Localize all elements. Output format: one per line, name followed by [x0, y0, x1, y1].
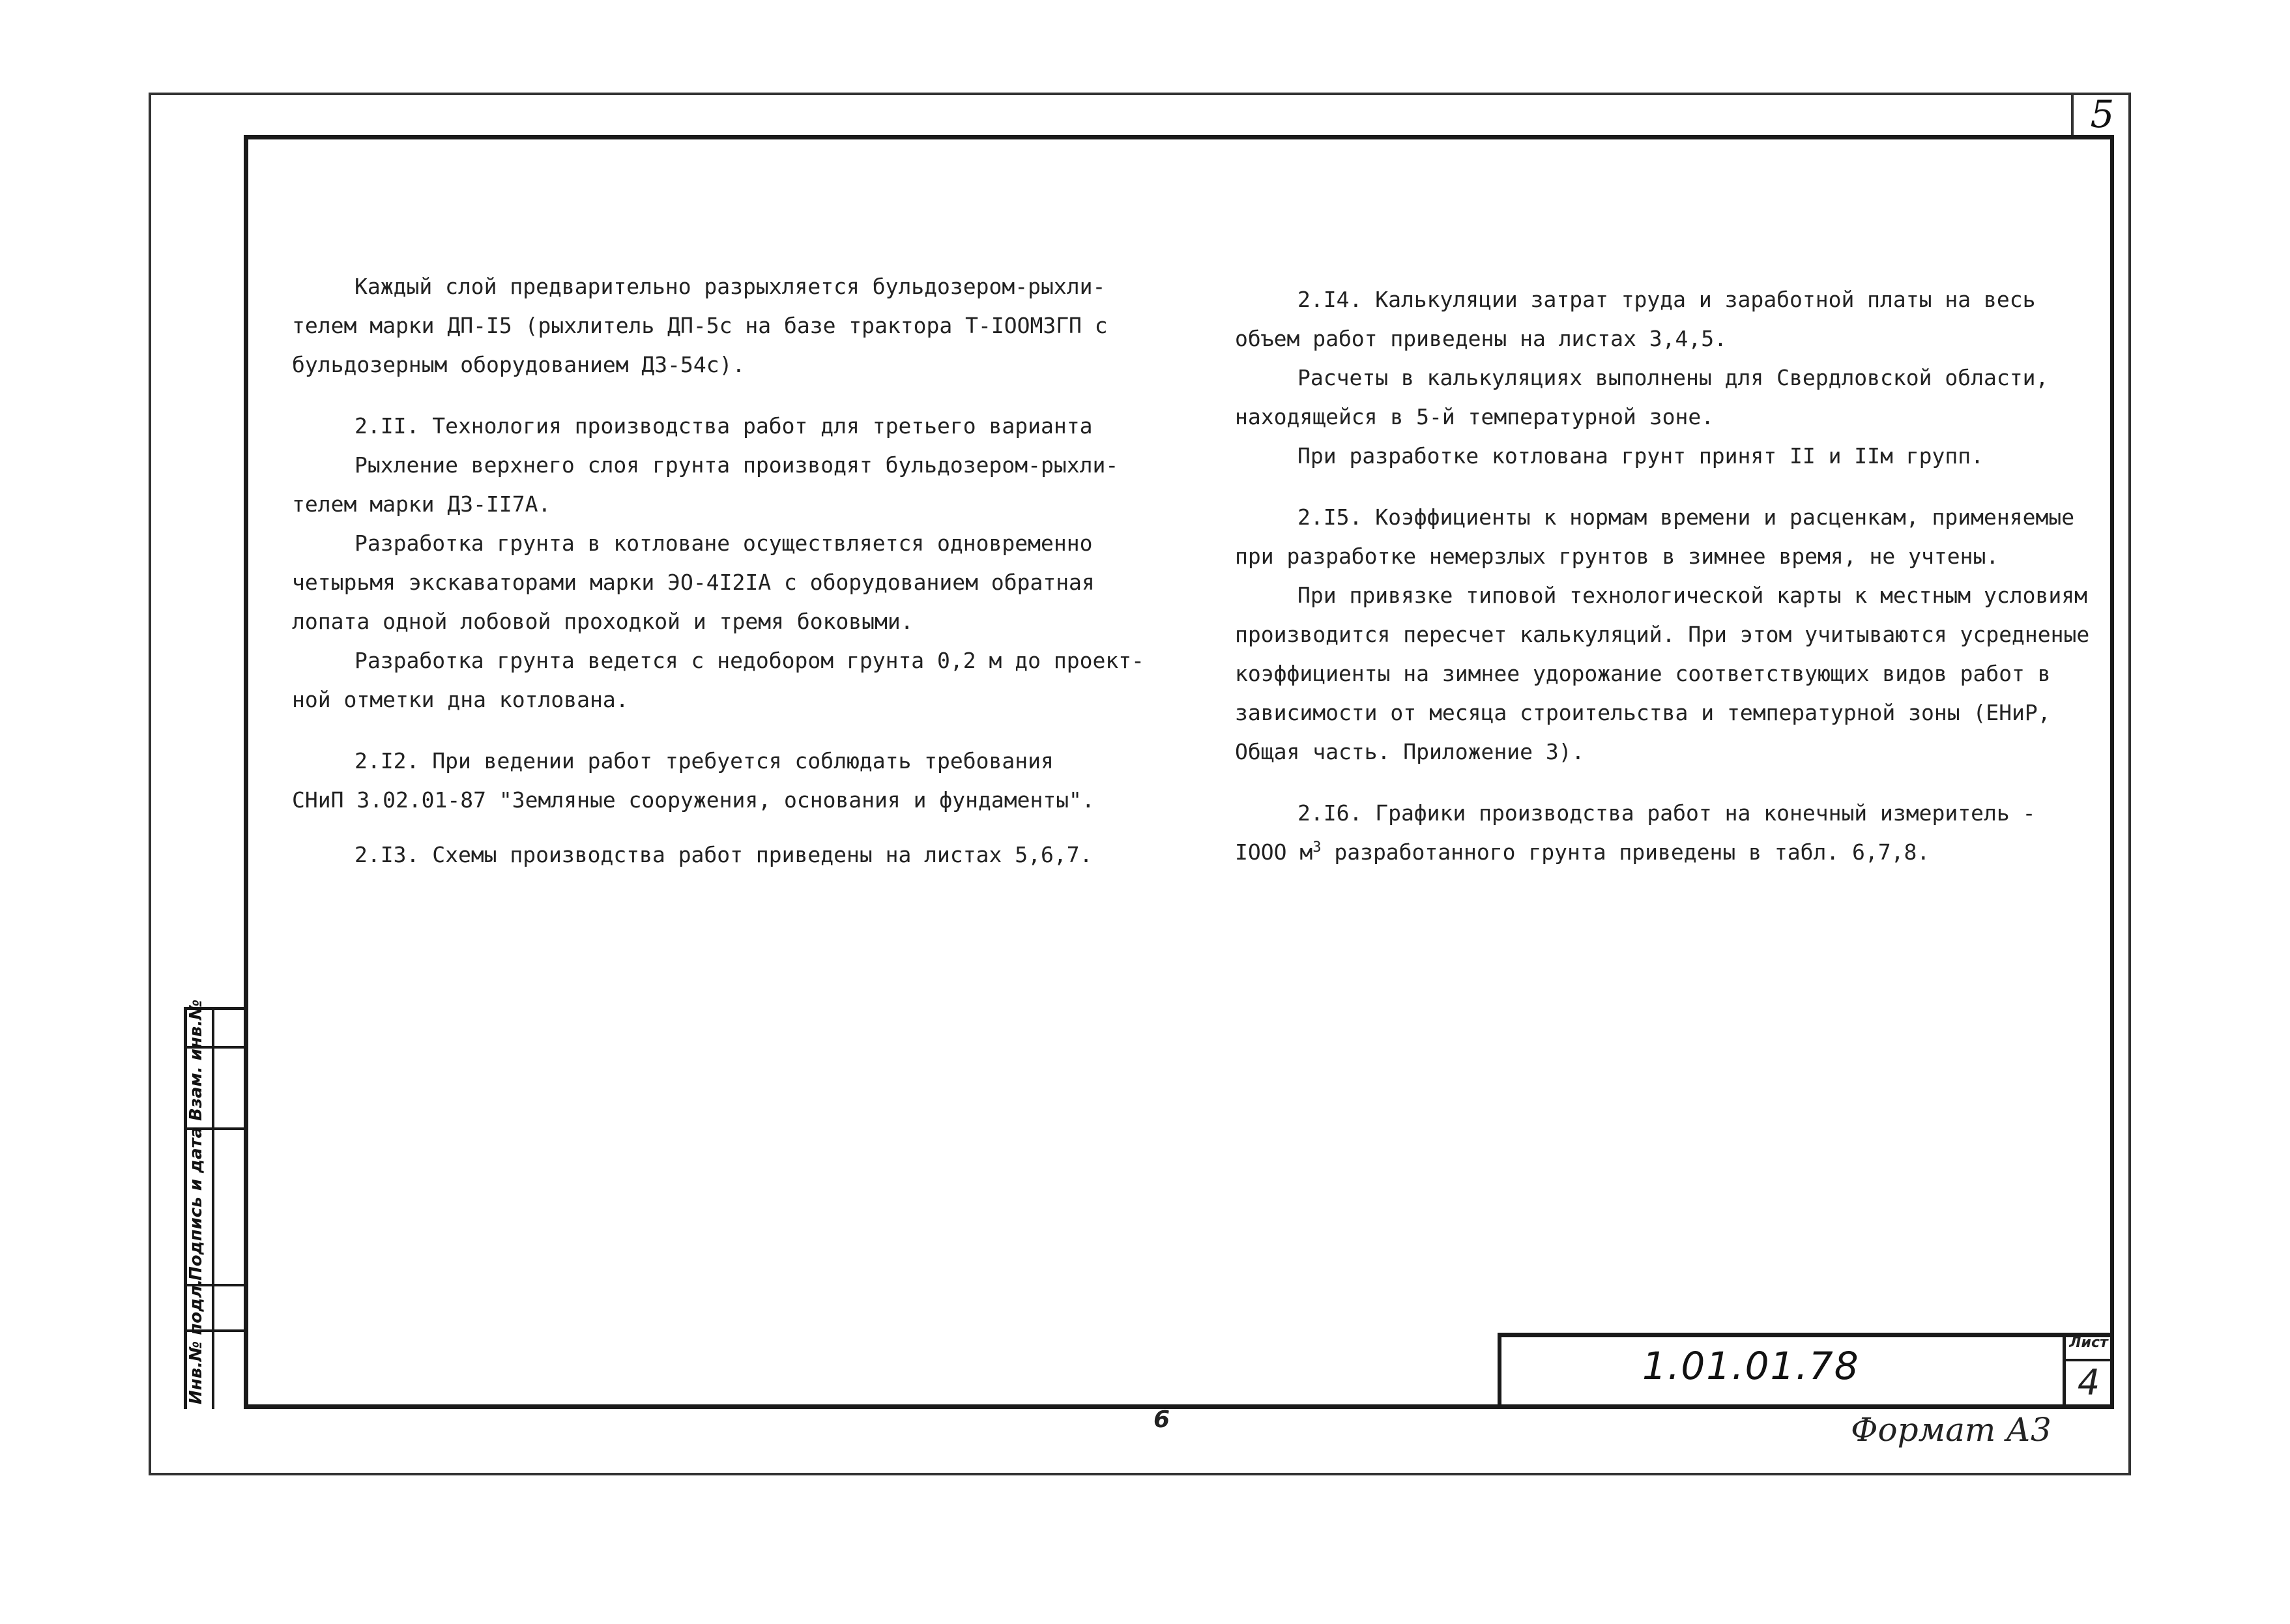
text-line: При разработке котлована грунт принят II и IIм групп.: [1297, 443, 1984, 469]
sheet-label: Лист: [2069, 1335, 2108, 1351]
text-line: При привязке типовой технологической карты к местным условиям: [1297, 583, 2087, 608]
text-line: Разработка грунта в котловане осуществляется одновременно: [355, 530, 1093, 556]
left-column: [292, 267, 1144, 875]
section-heading: 2.I4. Калькуляции затрат труда и заработной платы на весь: [1297, 287, 2036, 312]
text-line: телем марки ДП-I5 (рыхлитель ДП-5с на базе трактора Т-IOOМЗГП с: [292, 313, 1108, 338]
text-line: лопата одной лобовой проходкой и тремя боковыми.: [292, 609, 914, 634]
sheet-number: 5: [2071, 93, 2131, 135]
text-line: четырьмя экскаваторами марки ЭО-4I2IА с оборудованием обратная: [292, 570, 1095, 595]
text-line: телем марки ДЗ-II7А.: [292, 491, 551, 517]
format-label: Формат А3: [1851, 1411, 2051, 1449]
side-label-replace-inv: Взам. инв.№: [186, 999, 206, 1121]
text-line: Общая часть. Приложение 3).: [1235, 739, 1585, 764]
section-heading: 2.I6. Графики производства работ на конечный измеритель -: [1297, 800, 2036, 826]
sheet-cell-divider: [2063, 1359, 2114, 1361]
text-fragment: IOOO м: [1235, 839, 1313, 865]
document-code: 1.01.01.78: [1642, 1344, 1860, 1388]
text-line: коэффициенты на зимнее удорожание соответствующих видов работ в: [1235, 661, 2051, 686]
text-line: Расчеты в калькуляциях выполнены для Свердловской области,: [1297, 365, 2049, 390]
text-line: [1235, 833, 2089, 872]
text-line: объем работ приведены на листах 3,4,5.: [1235, 326, 1727, 351]
page-number: 6: [1153, 1406, 1170, 1433]
text-line: СНиП 3.02.01-87 "Земляные сооружения, основания и фундаменты".: [292, 787, 1095, 813]
text-line: при разработке немерзлых грунтов в зимнее время, не учтены.: [1235, 544, 1999, 569]
side-divider: [212, 1007, 214, 1409]
sheet-value: 4: [2077, 1362, 2100, 1403]
superscript: 3: [1312, 839, 1322, 856]
text-line: бульдозерным оборудованием ДЗ-54с).: [292, 352, 746, 377]
text-line: Рыхление верхнего слоя грунта производят бульдозером-рыхли-: [355, 452, 1119, 478]
section-heading: 2.I5. Коэффициенты к нормам времени и расценкам, применяемые: [1297, 504, 2075, 530]
text-line: Каждый слой предварительно разрыхляется бульдозером-рыхли-: [355, 274, 1106, 299]
side-label-signature: Подпись и дата: [186, 1126, 206, 1281]
text-line: производится пересчет калькуляций. При этом учитываются усредненые: [1235, 622, 2090, 647]
section-heading: 2.I3. Схемы производства работ приведены на листах 5,6,7.: [355, 842, 1093, 867]
text-line: ной отметки дна котлована.: [292, 687, 629, 712]
text-fragment: разработанного грунта приведены в табл. 6,7,8.: [1321, 839, 1930, 865]
text-line: Разработка грунта ведется с недобором грунта 0,2 м до проект-: [355, 648, 1144, 673]
section-heading: 2.II. Технология производства работ для третьего варианта: [355, 413, 1093, 439]
right-column: [1235, 280, 2089, 872]
section-heading: 2.I2. При ведении работ требуется соблюдать требования: [355, 748, 1054, 774]
side-label-inv-no: Инв.№ подл.: [186, 1279, 206, 1404]
text-line: зависимости от месяца строительства и температурной зоны (ЕНиР,: [1235, 700, 2051, 725]
text-line: находящейся в 5-й температурной зоне.: [1235, 404, 1715, 429]
